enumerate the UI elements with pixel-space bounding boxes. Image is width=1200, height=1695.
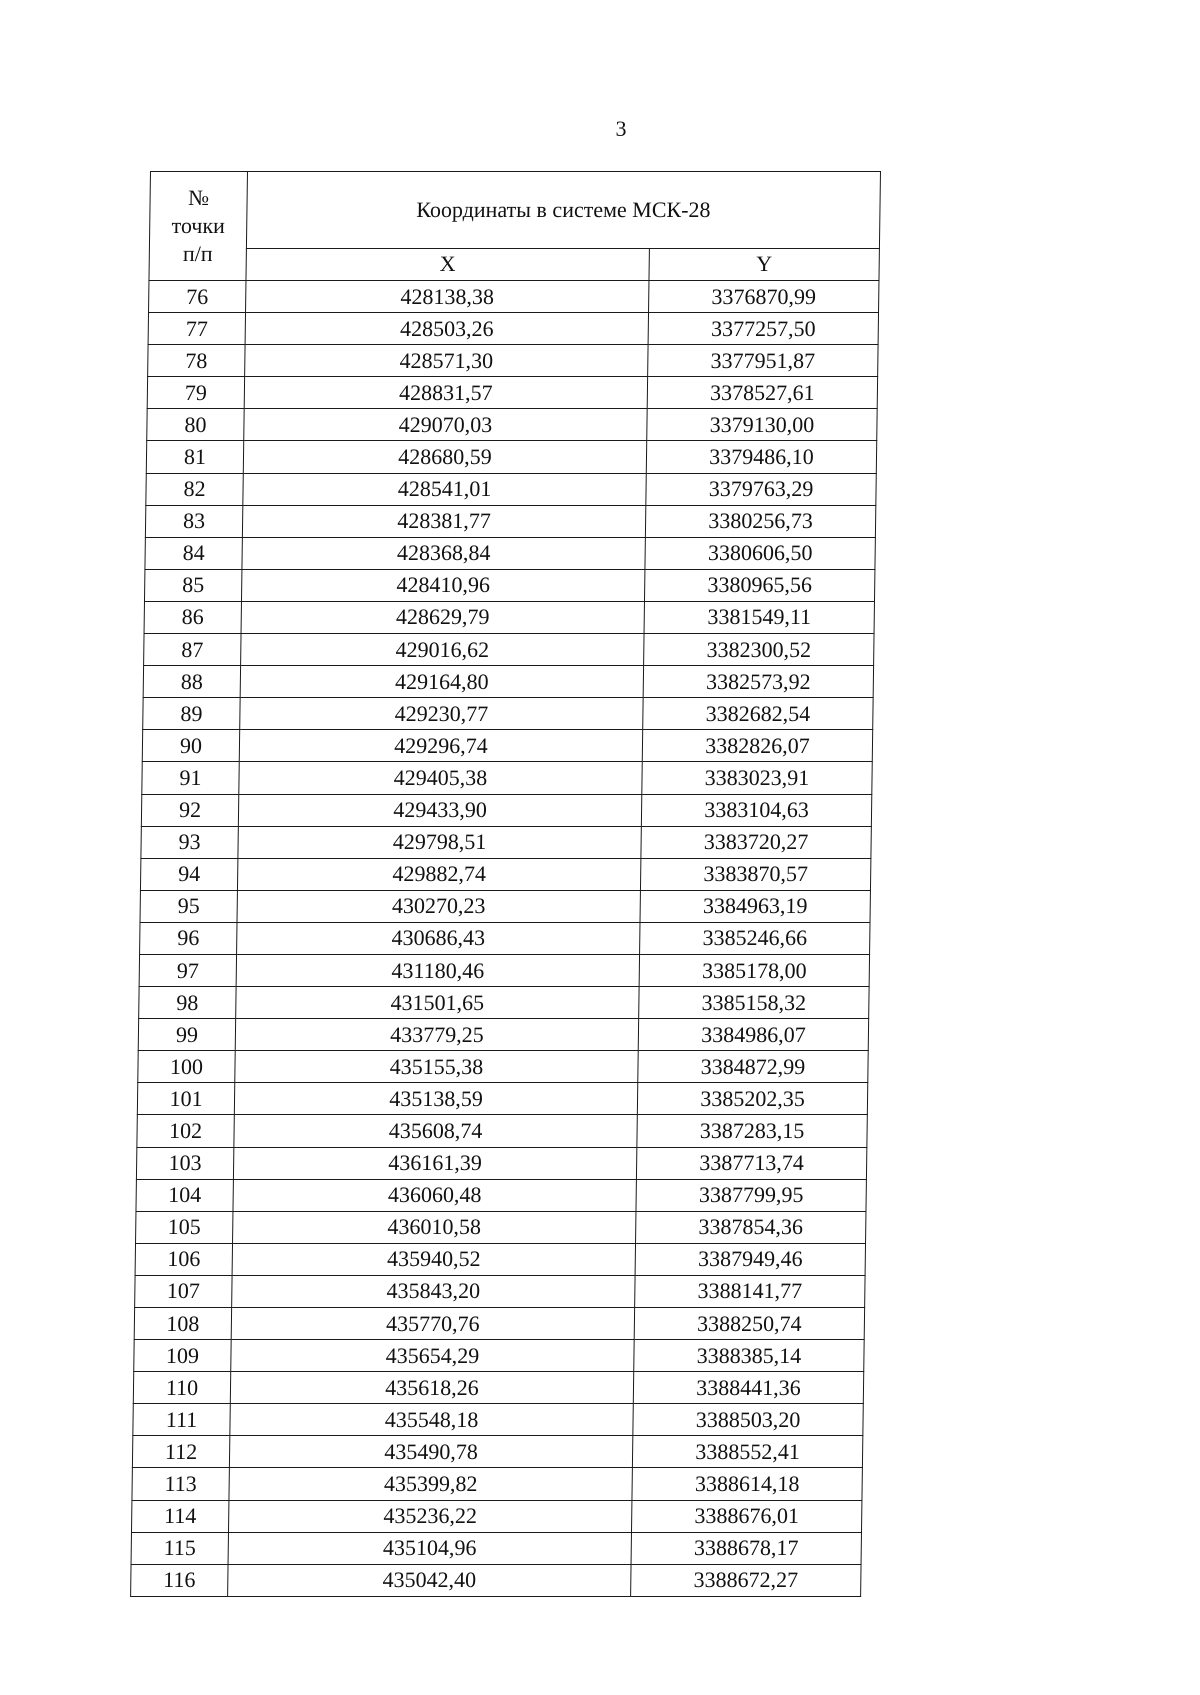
x-coordinate-cell: 435548,18 xyxy=(230,1404,633,1436)
y-coordinate-cell: 3385158,32 xyxy=(639,987,869,1019)
point-number-header-line1: № xyxy=(187,185,210,210)
y-coordinate-cell: 3385246,66 xyxy=(640,922,870,954)
y-coordinate-cell: 3388250,74 xyxy=(634,1308,864,1340)
x-coordinate-cell: 435236,22 xyxy=(228,1500,631,1532)
y-coordinate-cell: 3382826,07 xyxy=(642,730,872,762)
table-row xyxy=(141,794,871,826)
x-coordinate-cell: 435654,29 xyxy=(231,1340,634,1372)
x-coordinate-cell: 428368,84 xyxy=(242,537,645,569)
x-coordinate-cell: 428503,26 xyxy=(245,313,648,345)
point-number-cell: 95 xyxy=(140,890,237,922)
x-coordinate-cell: 435843,20 xyxy=(232,1275,635,1307)
x-coordinate-cell: 429164,80 xyxy=(240,666,643,698)
y-coordinate-cell: 3383870,57 xyxy=(640,858,870,890)
table-row xyxy=(147,409,877,441)
y-coordinate-cell: 3380606,50 xyxy=(645,537,875,569)
table-row xyxy=(146,441,876,473)
x-coordinate-cell: 429405,38 xyxy=(239,762,642,794)
x-coordinate-cell: 431501,65 xyxy=(236,987,639,1019)
y-coordinate-cell: 3382300,52 xyxy=(644,634,874,666)
point-number-cell: 113 xyxy=(132,1468,229,1500)
y-coordinate-cell: 3378527,61 xyxy=(647,377,877,409)
point-number-cell: 98 xyxy=(139,987,236,1019)
table-row xyxy=(142,730,872,762)
point-number-cell: 102 xyxy=(137,1115,234,1147)
table-row xyxy=(135,1275,865,1307)
y-coordinate-cell: 3387799,95 xyxy=(636,1179,866,1211)
x-coordinate-cell: 429882,74 xyxy=(237,858,640,890)
y-coordinate-cell: 3385178,00 xyxy=(639,954,869,986)
point-number-cell: 107 xyxy=(135,1275,232,1307)
point-number-cell: 114 xyxy=(131,1500,228,1532)
x-coordinate-cell: 435104,96 xyxy=(228,1532,631,1564)
y-coordinate-cell: 3384963,19 xyxy=(640,890,870,922)
table-row xyxy=(149,281,879,313)
x-coordinate-cell: 436060,48 xyxy=(233,1179,636,1211)
y-coordinate-cell: 3387854,36 xyxy=(636,1211,866,1243)
x-coordinate-cell: 433779,25 xyxy=(235,1019,638,1051)
y-coordinate-cell: 3382573,92 xyxy=(643,666,873,698)
table-row xyxy=(136,1211,866,1243)
point-number-cell: 108 xyxy=(134,1308,231,1340)
x-coordinate-cell: 435042,40 xyxy=(228,1564,631,1596)
y-coordinate-cell: 3381549,11 xyxy=(644,601,874,633)
point-number-cell: 80 xyxy=(147,409,244,441)
point-number-cell: 100 xyxy=(138,1051,235,1083)
y-coordinate-cell: 3387283,15 xyxy=(637,1115,867,1147)
table-row xyxy=(134,1308,864,1340)
point-number-cell: 111 xyxy=(133,1404,230,1436)
x-coordinate-cell: 429230,77 xyxy=(240,698,643,730)
table-body xyxy=(131,281,879,1597)
point-number-cell: 88 xyxy=(143,666,240,698)
point-number-cell: 77 xyxy=(148,313,245,345)
point-number-cell: 84 xyxy=(145,537,242,569)
y-column-header: Y xyxy=(649,248,879,280)
x-coordinate-cell: 428571,30 xyxy=(245,345,648,377)
x-coordinate-cell: 435608,74 xyxy=(234,1115,637,1147)
page-number: 3 xyxy=(615,116,627,141)
point-number-cell: 106 xyxy=(135,1243,232,1275)
x-coordinate-cell: 430270,23 xyxy=(237,890,640,922)
y-coordinate-cell: 3380965,56 xyxy=(644,569,874,601)
y-coordinate-cell: 3383104,63 xyxy=(641,794,871,826)
y-coordinate-cell: 3388552,41 xyxy=(632,1436,862,1468)
table-row xyxy=(133,1404,863,1436)
point-number-cell: 76 xyxy=(149,281,246,313)
y-coordinate-cell: 3379130,00 xyxy=(647,409,877,441)
table-row xyxy=(135,1243,865,1275)
point-number-cell: 115 xyxy=(131,1532,228,1564)
y-coordinate-cell: 3385202,35 xyxy=(637,1083,867,1115)
x-coordinate-cell: 429798,51 xyxy=(238,826,641,858)
point-number-cell: 96 xyxy=(140,922,237,954)
x-coordinate-cell: 431180,46 xyxy=(236,954,639,986)
table-row xyxy=(147,377,877,409)
table-row xyxy=(136,1179,866,1211)
point-number-cell: 109 xyxy=(134,1340,231,1372)
point-number-cell: 112 xyxy=(132,1436,229,1468)
table-row xyxy=(142,762,872,794)
y-coordinate-cell: 3382682,54 xyxy=(643,698,873,730)
point-number-cell: 101 xyxy=(137,1083,234,1115)
point-number-cell: 79 xyxy=(147,377,244,409)
table-row xyxy=(133,1372,863,1404)
table-row xyxy=(132,1468,862,1500)
y-coordinate-cell: 3379486,10 xyxy=(646,441,876,473)
point-number-header-line2: точки xyxy=(171,213,226,238)
y-coordinate-cell: 3388672,27 xyxy=(631,1564,861,1596)
y-coordinate-cell: 3384986,07 xyxy=(638,1019,868,1051)
x-coordinate-cell: 429433,90 xyxy=(238,794,641,826)
table-row xyxy=(145,537,875,569)
y-coordinate-cell: 3387713,74 xyxy=(636,1147,866,1179)
x-coordinate-cell: 435490,78 xyxy=(229,1436,632,1468)
point-number-cell: 85 xyxy=(144,569,241,601)
x-coordinate-cell: 436010,58 xyxy=(233,1211,636,1243)
point-number-cell: 81 xyxy=(146,441,243,473)
x-coordinate-cell: 428831,57 xyxy=(244,377,647,409)
y-coordinate-cell: 3384872,99 xyxy=(638,1051,868,1083)
x-coordinate-cell: 428381,77 xyxy=(242,505,645,537)
point-number-header-line3: п/п xyxy=(182,241,213,266)
table-row xyxy=(140,890,870,922)
table-row xyxy=(144,569,874,601)
table-row xyxy=(138,1051,868,1083)
y-coordinate-cell: 3376870,99 xyxy=(649,281,879,313)
table-row xyxy=(137,1115,867,1147)
table-row xyxy=(148,345,878,377)
point-number-cell: 87 xyxy=(144,634,241,666)
table-row xyxy=(131,1500,861,1532)
x-coordinate-cell: 429016,62 xyxy=(241,634,644,666)
x-coordinate-cell: 430686,43 xyxy=(237,922,640,954)
x-coordinate-cell: 429296,74 xyxy=(239,730,642,762)
point-number-cell: 105 xyxy=(136,1211,233,1243)
point-number-cell: 78 xyxy=(148,345,245,377)
table-row xyxy=(134,1340,864,1372)
table-row xyxy=(144,634,874,666)
y-coordinate-cell: 3377257,50 xyxy=(648,313,878,345)
y-coordinate-cell: 3379763,29 xyxy=(646,473,876,505)
y-coordinate-cell: 3388441,36 xyxy=(633,1372,863,1404)
y-coordinate-cell: 3388678,17 xyxy=(631,1532,861,1564)
table-row xyxy=(140,922,870,954)
y-coordinate-cell: 3388676,01 xyxy=(631,1500,861,1532)
y-coordinate-cell: 3383720,27 xyxy=(641,826,871,858)
table-row xyxy=(132,1436,862,1468)
point-number-cell: 93 xyxy=(141,826,238,858)
point-number-cell: 104 xyxy=(136,1179,233,1211)
x-coordinate-cell: 428541,01 xyxy=(243,473,646,505)
table-row xyxy=(141,826,871,858)
x-coordinate-cell: 435138,59 xyxy=(234,1083,637,1115)
y-coordinate-cell: 3388614,18 xyxy=(632,1468,862,1500)
x-coordinate-cell: 428629,79 xyxy=(241,601,644,633)
point-number-cell: 82 xyxy=(146,473,243,505)
table-row xyxy=(148,313,878,345)
point-number-cell: 97 xyxy=(139,954,236,986)
y-coordinate-cell: 3388385,14 xyxy=(634,1340,864,1372)
point-number-cell: 90 xyxy=(142,730,239,762)
point-number-cell: 110 xyxy=(133,1372,230,1404)
point-number-header xyxy=(149,172,248,281)
point-number-cell: 99 xyxy=(138,1019,235,1051)
table-row xyxy=(138,1019,868,1051)
y-coordinate-cell: 3380256,73 xyxy=(645,505,875,537)
point-number-cell: 92 xyxy=(141,794,238,826)
y-coordinate-cell: 3388503,20 xyxy=(633,1404,863,1436)
point-number-cell: 89 xyxy=(143,698,240,730)
table-row xyxy=(131,1564,861,1596)
x-column-header: X xyxy=(246,248,649,280)
table-row xyxy=(143,698,873,730)
x-coordinate-cell: 436161,39 xyxy=(233,1147,636,1179)
point-number-cell: 116 xyxy=(131,1564,228,1596)
x-coordinate-cell: 435770,76 xyxy=(231,1308,634,1340)
y-coordinate-cell: 3388141,77 xyxy=(635,1275,865,1307)
table-row xyxy=(136,1147,866,1179)
table-row xyxy=(143,666,873,698)
x-coordinate-cell: 435940,52 xyxy=(232,1243,635,1275)
table-row xyxy=(144,601,874,633)
point-number-cell: 103 xyxy=(136,1147,233,1179)
table-row xyxy=(139,954,869,986)
y-coordinate-cell: 3383023,91 xyxy=(642,762,872,794)
table-row xyxy=(145,505,875,537)
table-row xyxy=(140,858,870,890)
x-coordinate-cell: 428680,59 xyxy=(243,441,646,473)
table-row xyxy=(137,1083,867,1115)
x-coordinate-cell: 435399,82 xyxy=(229,1468,632,1500)
point-number-cell: 86 xyxy=(144,601,241,633)
point-number-cell: 83 xyxy=(145,505,242,537)
table-row xyxy=(139,987,869,1019)
coordinates-table xyxy=(130,171,881,1597)
coordinates-group-header: Координаты в системе МСК-28 xyxy=(246,172,880,249)
table-row xyxy=(131,1532,861,1564)
y-coordinate-cell: 3377951,87 xyxy=(648,345,878,377)
table-row xyxy=(146,473,876,505)
point-number-cell: 94 xyxy=(140,858,237,890)
point-number-cell: 91 xyxy=(142,762,239,794)
y-coordinate-cell: 3387949,46 xyxy=(635,1243,865,1275)
x-coordinate-cell: 428410,96 xyxy=(241,569,644,601)
x-coordinate-cell: 435155,38 xyxy=(235,1051,638,1083)
x-coordinate-cell: 429070,03 xyxy=(244,409,647,441)
x-coordinate-cell: 428138,38 xyxy=(246,281,649,313)
x-coordinate-cell: 435618,26 xyxy=(230,1372,633,1404)
table-header xyxy=(149,172,881,281)
